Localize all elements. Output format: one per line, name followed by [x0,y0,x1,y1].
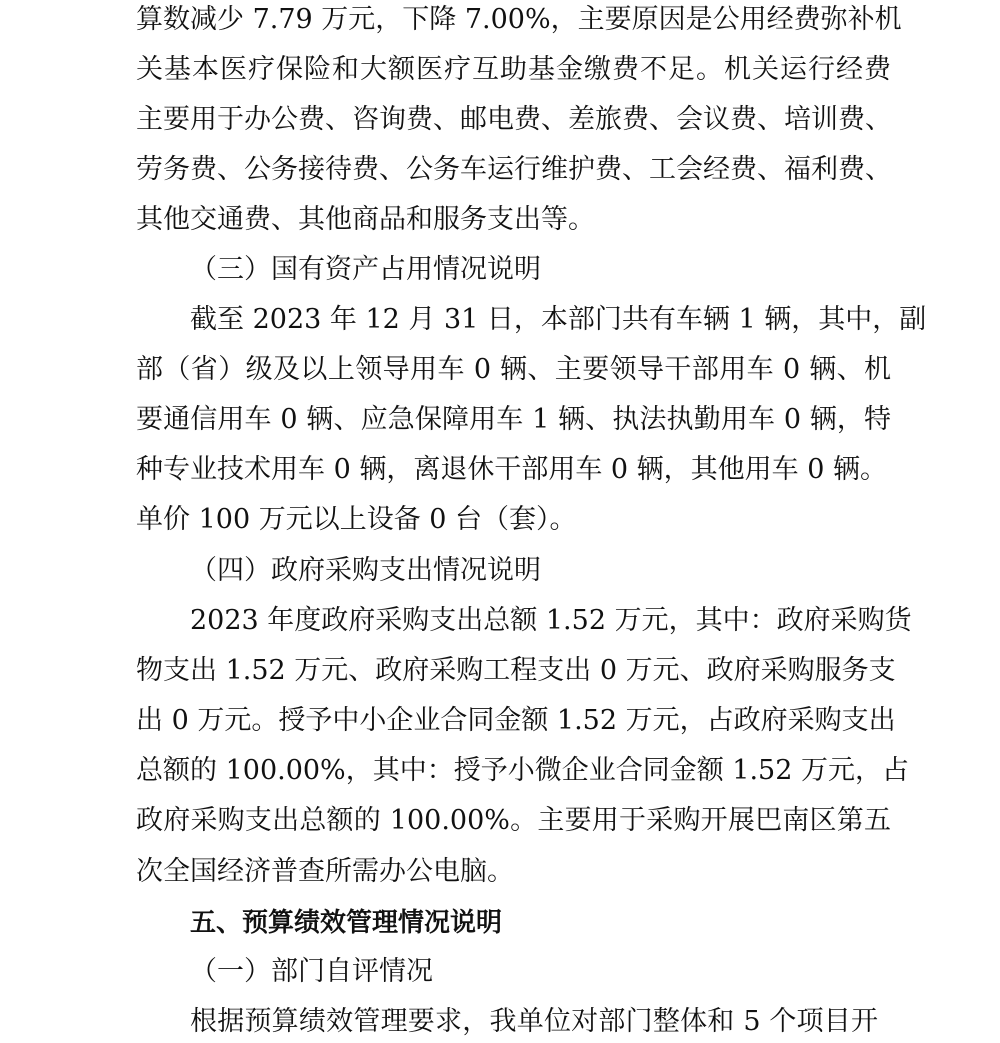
paragraph-line: 物支出 1.52 万元、政府采购工程支出 0 万元、政府采购服务支 [136,655,896,686]
paragraph-line: 政府采购支出总额的 100.00%。主要用于采购开展巴南区第五 [136,805,891,836]
paragraph-line: 出 0 万元。授予中小企业合同金额 1.52 万元，占政府采购支出 [136,705,896,736]
paragraph-line: 关基本医疗保险和大额医疗互助基金缴费不足。机关运行经费 [136,54,891,85]
paragraph-line: 总额的 100.00%，其中：授予小微企业合同金额 1.52 万元，占 [136,755,909,786]
section-heading: （四）政府采购支出情况说明 [190,555,541,586]
paragraph-line: 劳务费、公务接待费、公务车运行维护费、工会经费、福利费、 [136,154,892,185]
paragraph-line: 要通信用车 0 辆、应急保障用车 1 辆、执法执勤用车 0 辆，特 [136,404,891,435]
paragraph-line: 主要用于办公费、咨询费、邮电费、差旅费、会议费、培训费、 [136,104,892,135]
paragraph-line: 根据预算绩效管理要求，我单位对部门整体和 5 个项目开 [190,1006,878,1037]
paragraph-line: 算数减少 7.79 万元，下降 7.00%，主要原因是公用经费弥补机 [136,4,902,35]
section-heading: （三）国有资产占用情况说明 [190,254,541,285]
paragraph-line: 种专业技术用车 0 辆，离退休干部用车 0 辆，其他用车 0 辆。 [136,454,888,485]
section-heading: （一）部门自评情况 [190,956,433,987]
paragraph-line: 次全国经济普查所需办公电脑。 [136,856,514,887]
paragraph-line: 2023 年度政府采购支出总额 1.52 万元，其中：政府采购货 [190,605,912,636]
paragraph-line: 单价 100 万元以上设备 0 台（套）。 [136,504,577,535]
paragraph-line: 部（省）级及以上领导用车 0 辆、主要领导干部用车 0 辆、机 [136,354,891,385]
paragraph-line: 其他交通费、其他商品和服务支出等。 [136,204,595,235]
chapter-heading: 五、预算绩效管理情况说明 [190,908,503,938]
paragraph-line: 截至 2023 年 12 月 31 日，本部门共有车辆 1 辆，其中，副 [190,304,927,335]
